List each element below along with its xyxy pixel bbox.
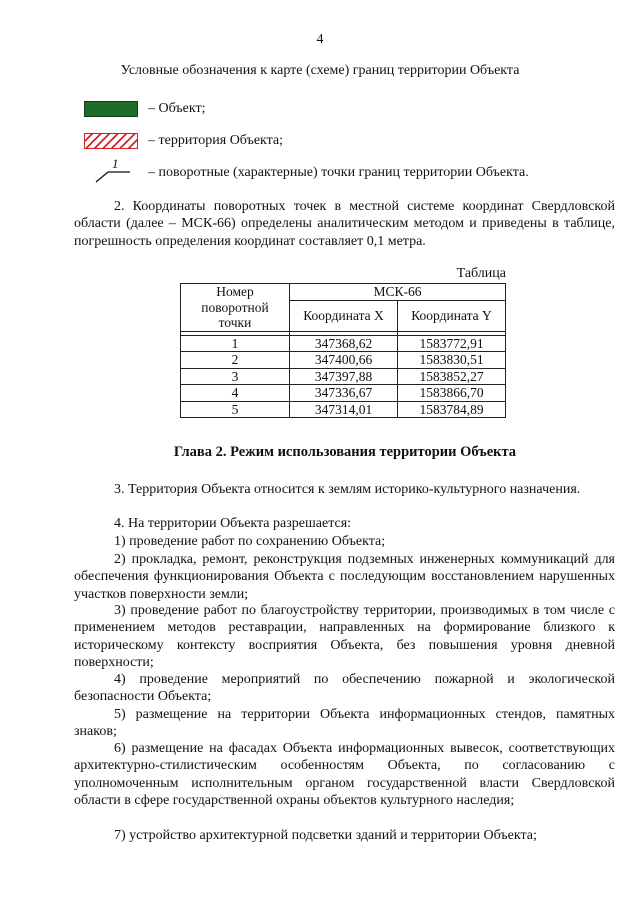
table-row: [181, 385, 506, 402]
coord-y: 1583772,91: [398, 335, 506, 352]
table-row: [181, 368, 506, 385]
legend-item-label: – территория Объекта;: [148, 133, 284, 148]
list-item-3: 3) проведение работ по благоустройству территории, производимых в том числе с применением методов реставрации, направленных на формирование близкого к историческому контексту восприятия Объекта, без повышения уровня дневной поверхности;: [74, 603, 615, 671]
coord-x: 347314,01: [290, 401, 398, 418]
header-coordinate-system: МСК-66: [290, 284, 506, 301]
legend-item-label: – поворотные (характерные) точки границ территории Объекта.: [148, 165, 529, 180]
point-number: 2: [181, 352, 290, 369]
legend-item-object: [84, 99, 205, 119]
point-number: 1: [181, 335, 290, 352]
table-row: [181, 352, 506, 369]
list-item-4: 4) проведение мероприятий по обеспечению пожарной и экологической безопасности Объекта;: [74, 672, 615, 705]
table-row: [181, 401, 506, 418]
chapter-title: Глава 2. Режим использования территории Объекта: [173, 444, 517, 460]
header-y: Координата Y: [398, 300, 506, 331]
paragraph-3: 3. Территория Объекта относится к землям историко-культурного назначения.: [114, 482, 581, 497]
hatched-territory-swatch-icon: [84, 133, 138, 149]
header-point-number: Номер поворотной точки: [181, 284, 290, 332]
turning-point-marker-icon: [84, 156, 138, 185]
list-item-7: 7) устройство архитектурной подсветки зданий и территории Объекта;: [114, 828, 537, 843]
paragraph-2: 2. Координаты поворотных точек в местной системе координат Свердловской области (далее – МСК-66) определены аналитическим методом и приведены в таблице, погрешность определения координат составляет 0,1 метра.: [74, 199, 615, 249]
legend-item-turning-points: [84, 156, 529, 183]
coord-y: 1583830,51: [398, 352, 506, 369]
coordinates-table: [180, 283, 506, 418]
table-caption: Таблица: [456, 266, 506, 281]
coord-y: 1583784,89: [398, 401, 506, 418]
coord-y: 1583866,70: [398, 385, 506, 402]
legend-item-territory: [84, 131, 283, 151]
point-number: 4: [181, 385, 290, 402]
list-item-6: 6) размещение на фасадах Объекта информационных вывесок, соответствующих архитектурно-стилистическим особенностям Объекта, по согласованию с уполномоченным исполнительным органом государственной власти Свердловской области в сфере государственной охраны объектов культурного наследия;: [74, 741, 615, 809]
coord-x: 347400,66: [290, 352, 398, 369]
coord-x: 347368,62: [290, 335, 398, 352]
coord-x: 347397,88: [290, 368, 398, 385]
paragraph-4: 4. На территории Объекта разрешается:: [114, 516, 352, 531]
list-item-5: 5) размещение на территории Объекта информационных стендов, памятных знаков;: [74, 707, 615, 740]
table-row: [181, 335, 506, 352]
header-x: Координата X: [290, 300, 398, 331]
coord-x: 347336,67: [290, 385, 398, 402]
point-number: 3: [181, 368, 290, 385]
point-number: 5: [181, 401, 290, 418]
marker-number: 1: [112, 156, 119, 171]
coord-y: 1583852,27: [398, 368, 506, 385]
legend-title: Условные обозначения к карте (схеме) границ территории Объекта: [120, 63, 520, 78]
page-number: 4: [316, 32, 324, 47]
list-item-2: 2) прокладка, ремонт, реконструкция подземных инженерных коммуникаций для обеспечения функционирования Объекта с последующим восстановлением нарушенных участков поверхности земли;: [74, 552, 615, 602]
object-swatch-icon: [84, 101, 138, 117]
legend-item-label: – Объект;: [148, 101, 206, 116]
list-item-1: 1) проведение работ по сохранению Объекта;: [114, 534, 386, 549]
